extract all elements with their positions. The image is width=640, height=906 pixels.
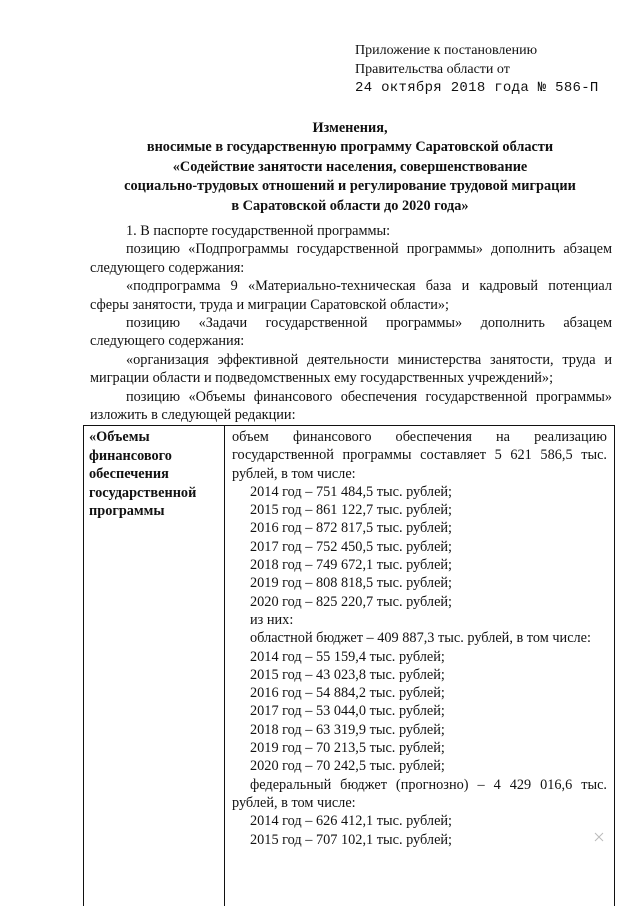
appendix-date-line: 24 октября 2018 года № 586-П xyxy=(355,80,599,96)
total-year-row: 2018 год – 749 672,1 тыс. рублей; xyxy=(250,557,453,574)
regional-year-row: 2017 год – 53 044,0 тыс. рублей; xyxy=(250,703,445,720)
total-year-row: 2015 год – 861 122,7 тыс. рублей; xyxy=(250,502,453,519)
of-them-label: из них: xyxy=(250,611,294,628)
regional-year-row: 2015 год – 43 023,8 тыс. рублей; xyxy=(250,666,445,683)
regional-year-row: 2019 год – 70 213,5 тыс. рублей; xyxy=(250,740,445,757)
document-body xyxy=(90,222,612,424)
paragraph-1: 1. В паспорте государственной программы: xyxy=(126,223,391,239)
paragraph-2: позицию «Подпрограммы государственной программы» дополнить абзацем следующего содержания: xyxy=(90,241,612,276)
appendix-line-2: Правительства области от xyxy=(355,62,510,77)
title-line-1: Изменения, xyxy=(312,120,388,136)
total-year-row: 2017 год – 752 450,5 тыс. рублей; xyxy=(250,538,453,555)
regional-year-row: 2014 год – 55 159,4 тыс. рублей; xyxy=(250,648,445,665)
title-line-2: вносимые в государственную программу Саратовской области xyxy=(146,139,554,156)
regional-year-row: 2018 год – 63 319,9 тыс. рублей; xyxy=(250,721,445,738)
document-title xyxy=(90,119,610,216)
federal-year-row: 2015 год – 707 102,1 тыс. рублей; xyxy=(250,831,453,848)
paragraph-3: «подпрограмма 9 «Материально-техническая база и кадровый потенциал сферы занятости, труда и миграции Саратовской области»; xyxy=(90,278,612,313)
regional-budget-line: областной бюджет – 409 887,3 тыс. рублей, в том числе: xyxy=(250,630,591,647)
table-column-divider xyxy=(224,426,225,906)
total-year-row: 2020 год – 825 220,7 тыс. рублей; xyxy=(250,593,453,610)
total-year-row: 2014 год – 751 484,5 тыс. рублей; xyxy=(250,483,453,500)
paragraph-5: «организация эффективной деятельности министерства занятости, труда и миграции области и подведомственных ему государственных учреждений»; xyxy=(90,351,612,387)
paragraph-4: позицию «Задачи государственной программы» дополнить абзацем следующего содержания: xyxy=(90,315,612,350)
title-line-3: «Содействие занятости населения, совершенствование xyxy=(172,158,528,175)
appendix-line-1: Приложение к постановлению xyxy=(355,43,538,58)
title-line-5: в Саратовской области до 2020 года» xyxy=(231,197,469,214)
federal-budget-line: федеральный бюджет (прогнозно) – 4 429 016,6 тыс. рублей, в том числе: xyxy=(232,776,607,811)
page-mark-icon xyxy=(593,831,605,843)
regional-year-row: 2020 год – 70 242,5 тыс. рублей; xyxy=(250,758,445,775)
financing-intro: объем финансового обеспечения на реализацию государственной программы составляет 5 621 586,5 тыс. рублей, в том числе: xyxy=(232,429,607,482)
federal-year-row: 2014 год – 626 412,1 тыс. рублей; xyxy=(250,813,453,830)
financing-table xyxy=(83,425,615,906)
table-left-heading: «Объемы финансового обеспечения государственной программы xyxy=(89,429,197,519)
total-year-row: 2019 год – 808 818,5 тыс. рублей; xyxy=(250,575,453,592)
regional-year-row: 2016 год – 54 884,2 тыс. рублей; xyxy=(250,685,445,702)
appendix-header xyxy=(355,41,599,98)
paragraph-6: позицию «Объемы финансового обеспечения государственной программы» изложить в следующей редакции: xyxy=(90,388,612,424)
table-right-cell xyxy=(232,428,607,849)
title-line-4: социально-трудовых отношений и регулирование трудовой миграции xyxy=(124,178,576,195)
total-year-row: 2016 год – 872 817,5 тыс. рублей; xyxy=(250,520,453,537)
